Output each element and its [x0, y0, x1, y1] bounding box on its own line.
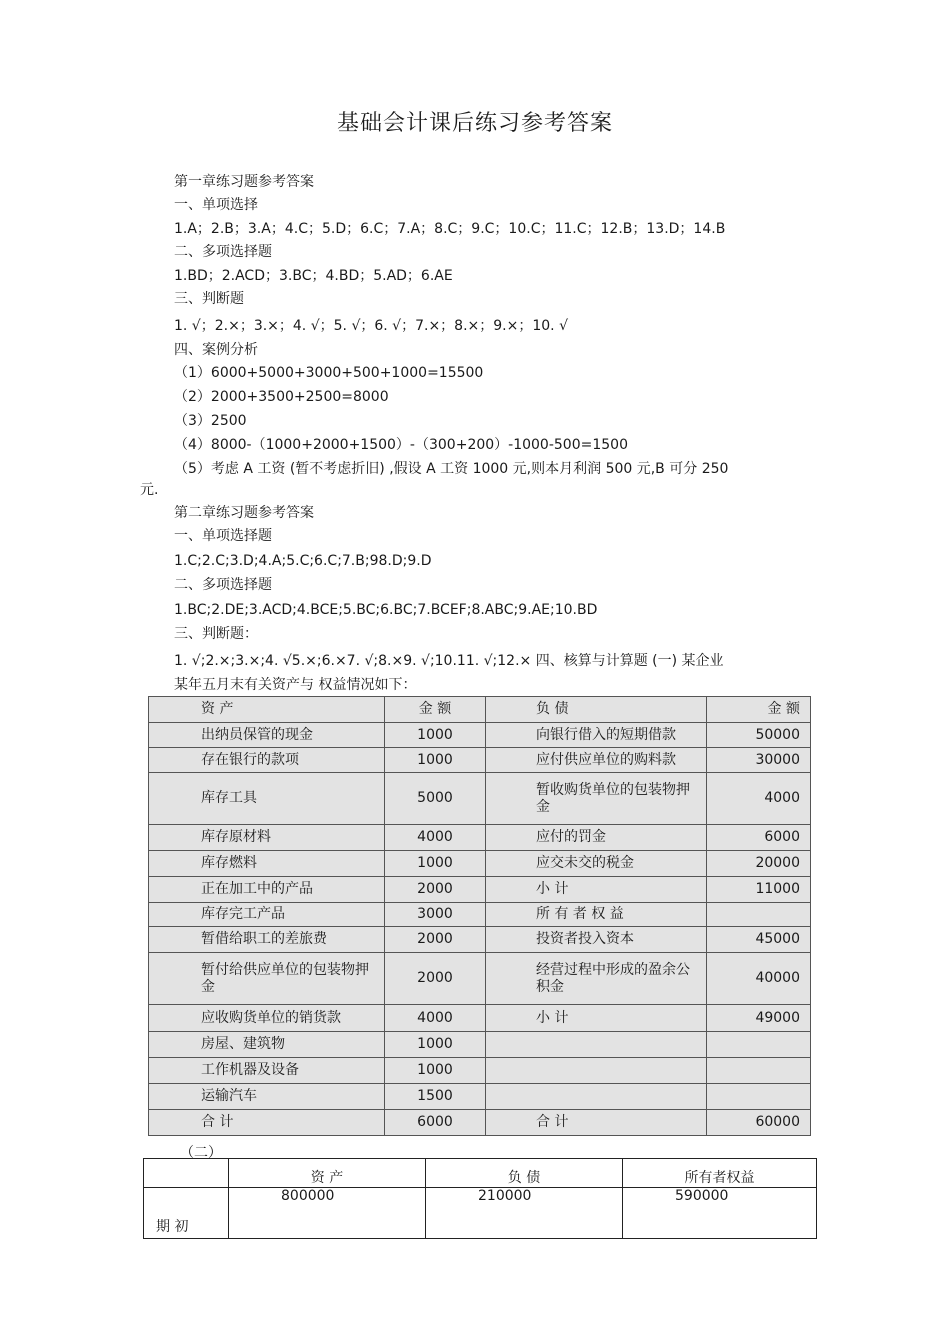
header-liabilities: 负 债 [426, 1159, 623, 1188]
liability-name: 向银行借入的短期借款 [486, 723, 707, 748]
table-row [149, 903, 811, 927]
asset-name: 应收购货单位的销货款 [149, 1005, 385, 1032]
asset-name: 正在加工中的产品 [149, 877, 385, 903]
asset-amount: 5000 [385, 773, 486, 825]
liability-amount [707, 903, 811, 927]
answers-multi-choice: 1.BD；2.ACD；3.BC；4.BD；5.AD；6.AE [174, 268, 453, 284]
liability-amount: 40000 [707, 953, 811, 1005]
asset-total-label: 合 计 [149, 1110, 385, 1136]
liability-name: 应付的罚金 [486, 825, 707, 851]
balance-table [148, 696, 811, 1136]
liability-amount: 45000 [707, 927, 811, 953]
table-row [149, 851, 811, 877]
table-row [149, 825, 811, 851]
ch2-section-multi-choice: 二、多项选择题 [174, 577, 272, 593]
assets-value: 800000 [229, 1188, 426, 1239]
table-row [149, 1032, 811, 1058]
answers-true-false: 1. √；2.×；3.×；4. √；5. √；6. √；7.×；8.×；9.×；10. √ [174, 318, 568, 334]
liability-amount [707, 1032, 811, 1058]
liability-name: 暂收购货单位的包装物押金 [486, 773, 707, 825]
section-true-false: 三、判断题 [174, 291, 244, 307]
equity-value: 590000 [623, 1188, 817, 1239]
asset-amount: 1000 [385, 723, 486, 748]
asset-total-amount: 6000 [385, 1110, 486, 1136]
liability-name: 小 计 [486, 1005, 707, 1032]
asset-name: 运输汽车 [149, 1084, 385, 1110]
section-case-analysis: 四、案例分析 [174, 342, 258, 358]
section-single-choice: 一、单项选择 [174, 197, 258, 213]
asset-name: 暂借给职工的差旅费 [149, 927, 385, 953]
table-row [149, 1084, 811, 1110]
header-assets: 资 产 [149, 697, 385, 723]
answers-single-choice: 1.A；2.B；3.A；4.C；5.D；6.C；7.A；8.C；9.C；10.C；11.C；12.B；13.D；14.B [174, 221, 726, 237]
ch2-section-single-choice: 一、单项选择题 [174, 528, 272, 544]
period-table [143, 1158, 817, 1239]
header-equity: 所有者权益 [623, 1159, 817, 1188]
liability-total-amount: 60000 [707, 1110, 811, 1136]
liability-name: 投资者投入资本 [486, 927, 707, 953]
asset-amount: 1000 [385, 851, 486, 877]
asset-amount: 1000 [385, 748, 486, 773]
case-answer-2: （2）2000+3500+2500=8000 [174, 389, 389, 405]
asset-name: 房屋、建筑物 [149, 1032, 385, 1058]
asset-amount: 3000 [385, 903, 486, 927]
case-answer-5: （5）考虑 A 工资 (暂不考虑折旧) ,假设 A 工资 1000 元,则本月利润 500 元,B 可分 250 [174, 461, 729, 477]
header-assets: 资 产 [229, 1159, 426, 1188]
liability-name: 应交未交的税金 [486, 851, 707, 877]
asset-amount: 1000 [385, 1032, 486, 1058]
case-answer-3: （3）2500 [174, 413, 247, 429]
liabilities-value: 210000 [426, 1188, 623, 1239]
asset-amount: 1500 [385, 1084, 486, 1110]
ch2-answers-true-false: 1. √;2.×;3.×;4. √5.×;6.×7. √;8.×9. √;10.11. √;12.× 四、核算与计算题 (一) 某企业 [174, 653, 724, 669]
header-blank [144, 1159, 229, 1188]
liability-name [486, 1084, 707, 1110]
liability-name [486, 1058, 707, 1084]
period-label: 期 初 [144, 1188, 229, 1239]
liability-amount [707, 1058, 811, 1084]
asset-name: 库存工具 [149, 773, 385, 825]
table-total-row [149, 1110, 811, 1136]
liability-name: 所 有 者 权 益 [486, 903, 707, 927]
table-row [149, 927, 811, 953]
ch2-answers-multi-choice: 1.BC;2.DE;3.ACD;4.BCE;5.BC;6.BC;7.BCEF;8.ABC;9.AE;10.BD [174, 602, 598, 618]
liability-name: 经营过程中形成的盈余公积金 [486, 953, 707, 1005]
asset-amount: 2000 [385, 953, 486, 1005]
liability-amount: 30000 [707, 748, 811, 773]
ch2-answers-single-choice: 1.C;2.C;3.D;4.A;5.C;6.C;7.B;98.D;9.D [174, 553, 432, 569]
period-header-row [144, 1159, 817, 1188]
liability-name: 应付供应单位的购料款 [486, 748, 707, 773]
subsection-label: （二） [180, 1145, 222, 1161]
case-answer-1: （1）6000+5000+3000+500+1000=15500 [174, 365, 484, 381]
table-header-row [149, 697, 811, 723]
asset-name: 暂付给供应单位的包装物押金 [149, 953, 385, 1005]
liability-amount: 49000 [707, 1005, 811, 1032]
page-title: 基础会计课后练习参考答案 [336, 111, 613, 136]
table-row [149, 748, 811, 773]
liability-amount: 20000 [707, 851, 811, 877]
liability-name [486, 1032, 707, 1058]
asset-amount: 2000 [385, 927, 486, 953]
asset-name: 库存完工产品 [149, 903, 385, 927]
asset-amount: 4000 [385, 825, 486, 851]
asset-name: 库存燃料 [149, 851, 385, 877]
asset-amount: 1000 [385, 1058, 486, 1084]
section-multi-choice: 二、多项选择题 [174, 244, 272, 260]
header-amount: 金 额 [707, 697, 811, 723]
asset-name: 出纳员保管的现金 [149, 723, 385, 748]
table-row [149, 953, 811, 1005]
liability-amount: 4000 [707, 773, 811, 825]
table1-intro: 某年五月末有关资产与 权益情况如下： [174, 677, 417, 693]
table-row [149, 723, 811, 748]
liability-amount: 11000 [707, 877, 811, 903]
liability-amount [707, 1084, 811, 1110]
table-row [149, 1005, 811, 1032]
period-row [144, 1188, 817, 1239]
liability-amount: 6000 [707, 825, 811, 851]
case-answer-4: （4）8000-（1000+2000+1500）-（300+200）-1000-500=1500 [174, 437, 628, 453]
liability-amount: 50000 [707, 723, 811, 748]
asset-name: 存在银行的款项 [149, 748, 385, 773]
asset-amount: 4000 [385, 1005, 486, 1032]
asset-name: 库存原材料 [149, 825, 385, 851]
case-answer-5-cont: 元. [140, 482, 159, 498]
table-row [149, 877, 811, 903]
table-row [149, 773, 811, 825]
header-amount: 金 额 [385, 697, 486, 723]
asset-amount: 2000 [385, 877, 486, 903]
chapter1-heading: 第一章练习题参考答案 [174, 174, 314, 190]
liability-name: 小 计 [486, 877, 707, 903]
table-row [149, 1058, 811, 1084]
header-liabilities: 负 债 [486, 697, 707, 723]
ch2-section-true-false: 三、判断题： [174, 626, 258, 642]
asset-name: 工作机器及设备 [149, 1058, 385, 1084]
chapter2-heading: 第二章练习题参考答案 [174, 505, 314, 521]
liability-total-label: 合 计 [486, 1110, 707, 1136]
